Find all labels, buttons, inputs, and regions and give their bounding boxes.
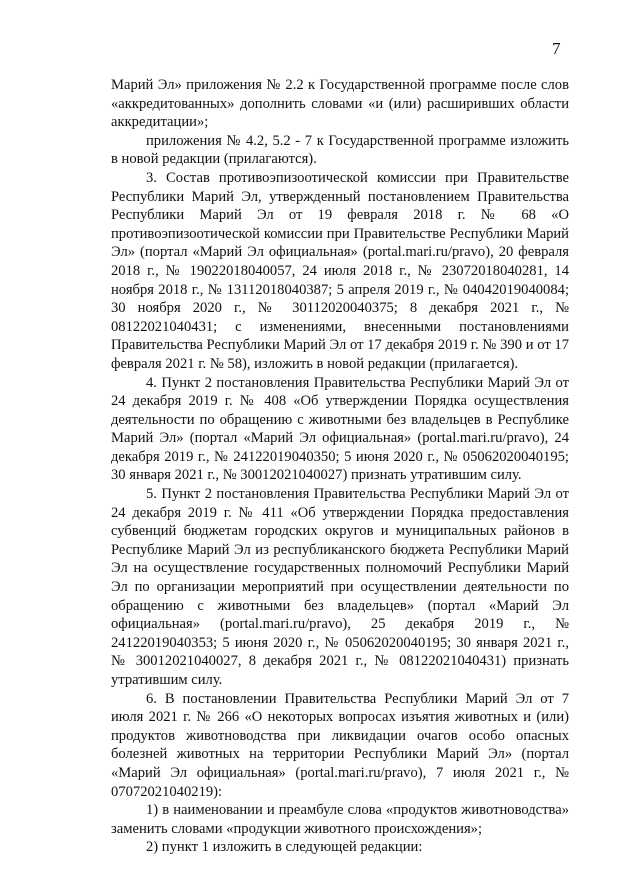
paragraph-subitem-2: 2) пункт 1 изложить в следующей редакции: <box>146 839 423 856</box>
paragraph-item-6: 6. В постановлении Правительства Республики Марий Эл от 7 июля 2021 г. № 266 «О некоторых вопросах изъятия животных и (или) продуктов животноводства при ликвидации очагов особо опасных болезней животных на территории Республики Марий Эл» (портал «Марий Эл официальная» (portal.mari.ru/pravo), 7 июля 2021 г., № 07072021040219): <box>111 690 569 800</box>
page-number: 7 <box>552 39 561 58</box>
paragraph-item-4: 4. Пункт 2 постановления Правительства Республики Марий Эл от 24 декабря 2019 г. № 408 «Об утверждении Порядка осуществления деятельности по обращению с животными без владельцев в Республике Марий Эл» (портал «Марий Эл официальная» (portal.mari.ru/pravo), 24 декабря 2019 г., № 24122019040350; 5 июня 2020 г., № 05062020040195; 30 января 2021 г., № 30012021040027) признать утратившим силу. <box>111 374 569 484</box>
document-body <box>111 76 569 857</box>
paragraph-appendices: приложения № 4.2, 5.2 - 7 к Государственной программе изложить в новой редакции (прилагаются). <box>111 132 569 168</box>
paragraph-subitem-1: 1) в наименовании и преамбуле слова «продуктов животноводства» заменить словами «продукции животного происхождения»; <box>111 802 569 837</box>
paragraph-item-5: 5. Пункт 2 постановления Правительства Республики Марий Эл от 24 декабря 2019 г. № 411 «Об утверждении Порядка предоставления субвенций бюджетам городских округов и муниципальных районов в Республике Марий Эл из республиканского бюджета Республики Марий Эл на осуществление государственных полномочий Республики Марий Эл по организации мероприятий при осуществлении деятельности по обращению с животными без владельцев» (портал «Марий Эл официальная» (portal.mari.ru/pravo), 25 декабря 2019 г., № 24122019040353; 5 июня 2020 г., № 05062020040195; 30 января 2021 г., № 30012021040027, 8 декабря 2021 г., № 08122021040431) признать утратившим силу. <box>111 486 569 688</box>
paragraph-item-3: 3. Состав противоэпизоотической комиссии при Правительстве Республики Марий Эл, утвержденный постановлением Правительства Республики Марий Эл от 19 февраля 2018 г. № 68 «О противоэпизоотической комиссии при Правительстве Республики Марий Эл» (портал «Марий Эл официальная» (portal.mari.ru/pravo), 20 февраля 2018 г., № 19022018040057, 24 июля 2018 г., № 23072018040281, 14 ноября 2018 г., № 13112018040387; 5 апреля 2019 г., № 04042019040084; 30 ноября 2020 г., № 30112020040375; 8 декабря 2021 г., № 08122021040431; с изменениями, внесенными постановлениями Правительства Республики Марий Эл от 17 декабря 2019 г. № 390 и от 17 февраля 2021 г. № 58), изложить в новой редакции (прилагается). <box>111 169 569 372</box>
paragraph-continuation: Марий Эл» приложения № 2.2 к Государственной программе после слов «аккредитованных» дополнить словами «и (или) расширивших области аккредитации»; <box>111 77 569 131</box>
